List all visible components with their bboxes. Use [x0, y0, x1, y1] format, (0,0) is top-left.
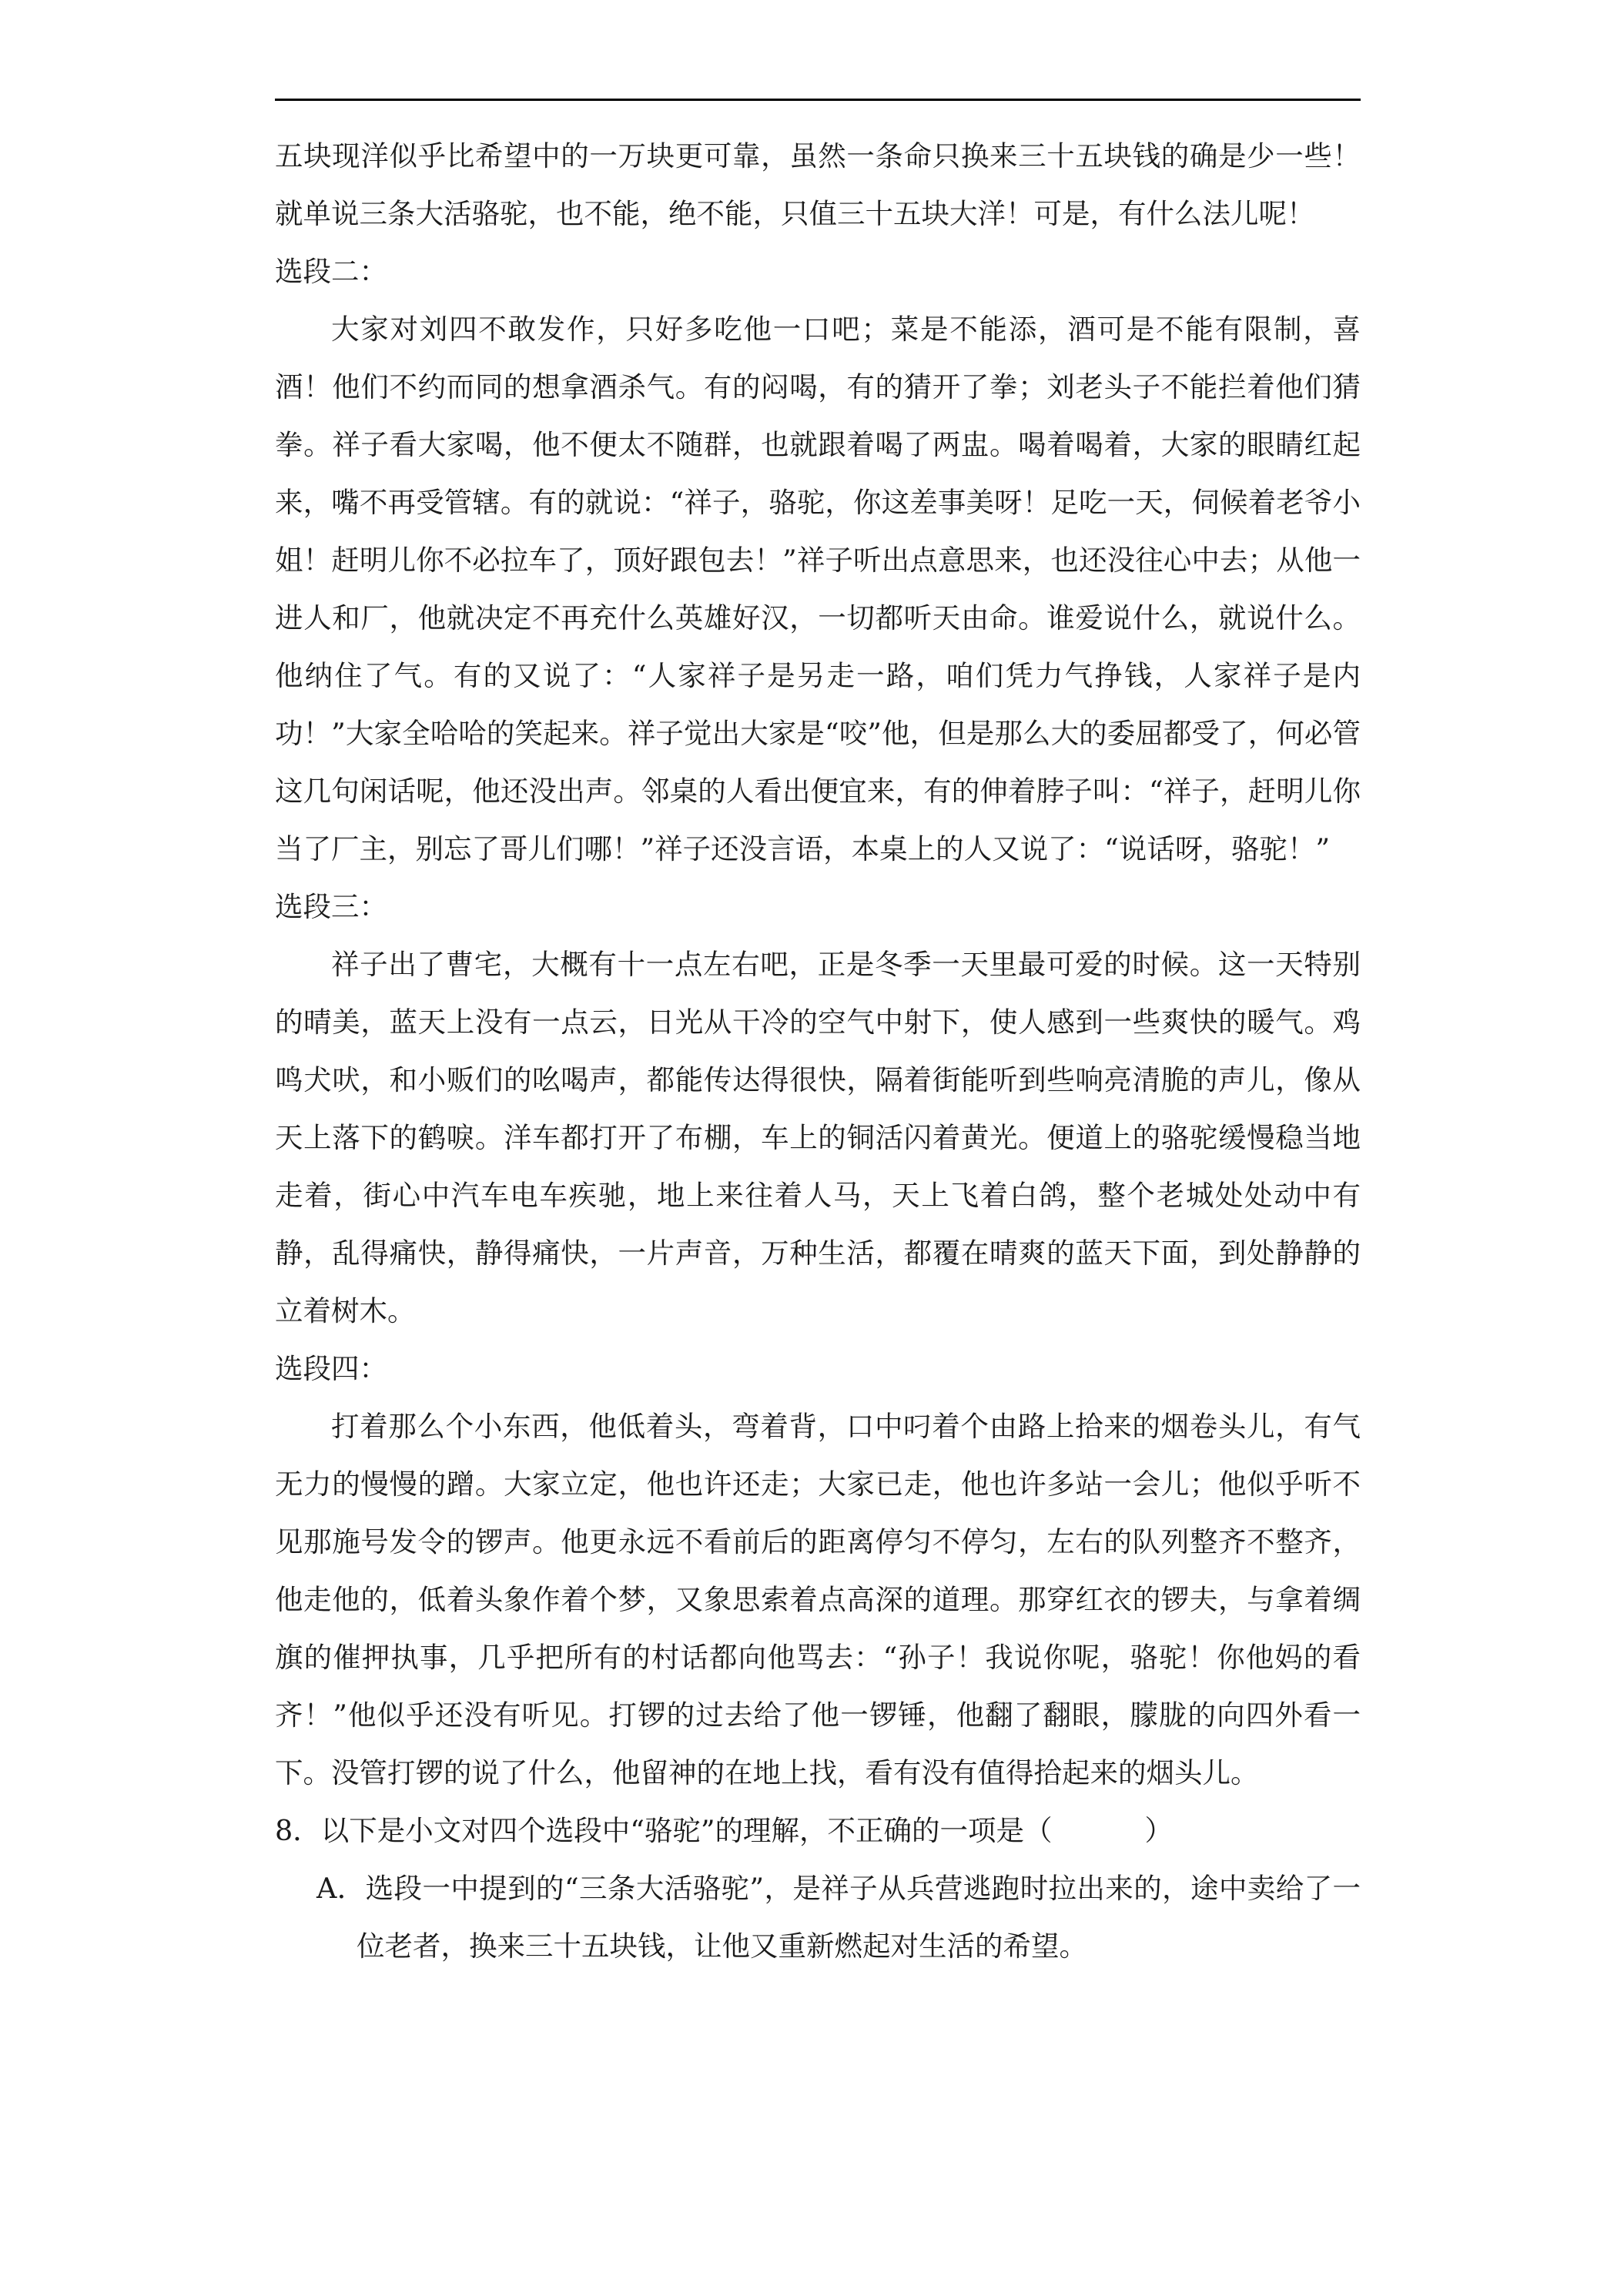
header-rule	[275, 99, 1361, 101]
excerpt-1-tail: 五块现洋似乎比希望中的一万块更可靠，虽然一条命只换来三十五块钱的确是少一些！就单说三条大活骆驼，也不能，绝不能，只值三十五块大洋！可是，有什么法儿呢！	[275, 139, 1361, 230]
question-8	[275, 1802, 1361, 1859]
question-8-stem: 8．以下是小文对四个选段中“骆驼”的理解，不正确的一项是（	[275, 1814, 1053, 1847]
excerpt-3-text: 祥子出了曹宅，大概有十一点左右吧，正是冬季一天里最可爱的时候。这一天特别的晴美，蓝天上没有一点云，日光从干冷的空气中射下，使人感到一些爽快的暖气。鸡鸣犬吠，和小贩们的吆喝声，都能传达得很快，隔着街能听到些响亮清脆的声儿，像从天上落下的鹤唳。洋车都打开了布棚，车上的铜活闪着黄光。便道上的骆驼缓慢稳当地走着，街心中汽车电车疾驰，地上来往着人马，天上飞着白鸽，整个老城处处动中有静，乱得痛快，静得痛快，一片声音，万种生活，都覆在晴爽的蓝天下面，到处静静的立着树木。	[275, 948, 1361, 1327]
excerpt-2-text: 大家对刘四不敢发作，只好多吃他一口吧；菜是不能添，酒可是不能有限制，喜酒！他们不约而同的想拿酒杀气。有的闷喝，有的猜开了拳；刘老头子不能拦着他们猜拳。祥子看大家喝，他不便太不随群，也就跟着喝了两盅。喝着喝着，大家的眼睛红起来，嘴不再受管辖。有的就说：“祥子，骆驼，你这差事美呀！足吃一天，伺候着老爷小姐！赶明儿你不必拉车了，顶好跟包去！”祥子听出点意思来，也还没往心中去；从他一进人和厂，他就决定不再充什么英雄好汉，一切都听天由命。谁爱说什么，就说什么。他纳住了气。有的又说了：“人家祥子是另走一路，咱们凭力气挣钱，人家祥子是内功！”大家全哈哈的笑起来。祥子觉出大家是“咬”他，但是那么大的委屈都受了，何必管这几句闲话呢，他还没出声。邻桌的人看出便宜来，有的伸着脖子叫：“祥子，赶明儿你当了厂主，别忘了哥儿们哪！”祥子还没言语，本桌上的人又说了：“说话呀，骆驼！”	[275, 313, 1361, 865]
option-a: A．选段一中提到的“三条大活骆驼”，是祥子从兵营逃跑时拉出来的，途中卖给了一位老者，换来三十五块钱，让他又重新燃起对生活的希望。	[316, 1872, 1361, 1963]
excerpt-2-label: 选段二：	[275, 255, 387, 288]
page-body	[275, 127, 1361, 1975]
question-8-stem-close: ）	[1144, 1814, 1174, 1847]
excerpt-3-label: 选段三：	[275, 890, 387, 923]
excerpt-4-label: 选段四：	[275, 1352, 387, 1385]
excerpt-4-text: 打着那么个小东西，他低着头，弯着背，口中叼着个由路上拾来的烟卷头儿，有气无力的慢慢的蹭。大家立定，他也许还走；大家已走，他也许多站一会儿；他似乎听不见那施号发令的锣声。他更永远不看前后的距离停匀不停匀，左右的队列整齐不整齐，他走他的，低着头象作着个梦，又象思索着点高深的道理。那穿红衣的锣夫，与拿着绸旗的催押执事，几乎把所有的村话都向他骂去：“孙子！我说你呢，骆驼！你他妈的看齐！”他似乎还没有听见。打锣的过去给了他一锣锤，他翻了翻眼，朦胧的向四外看一下。没管打锣的说了什么，他留神的在地上找，看有没有值得拾起来的烟头儿。	[275, 1410, 1361, 1789]
